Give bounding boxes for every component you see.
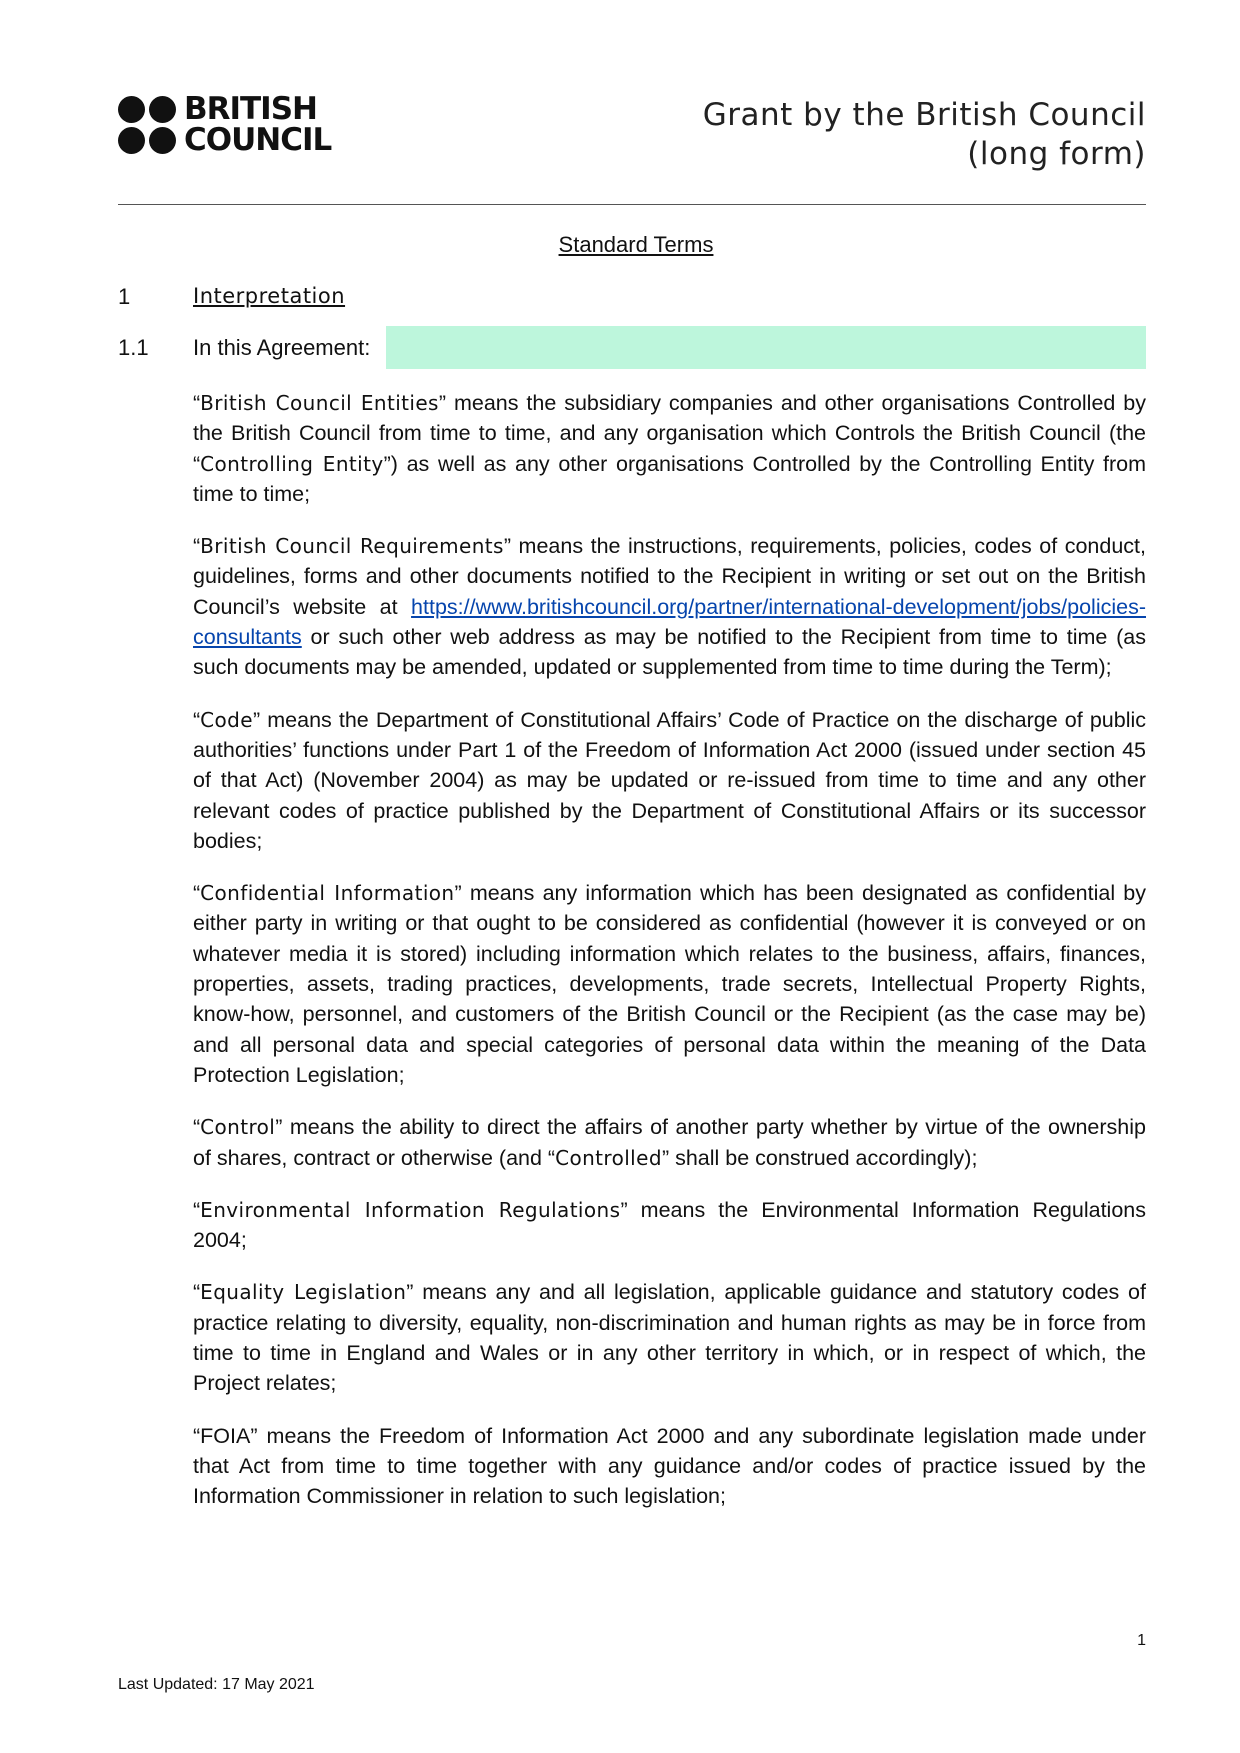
standard-terms-heading: Standard Terms bbox=[558, 232, 714, 257]
definition-text: ” means any and all legislation, applicable guidance and statutory codes of practice relating to diversity, equality, non-discrimination and human rights as may be in force from time to time in England and Wales or in any other territory in which, or in respect of which, the Project relates; bbox=[193, 1280, 1146, 1396]
definition-paragraph bbox=[193, 1195, 1146, 1256]
logo-dots-icon bbox=[118, 96, 176, 154]
defined-term: British Council Entities bbox=[200, 391, 439, 415]
subsection-text: In this Agreement: bbox=[193, 335, 371, 360]
definition-text: “ bbox=[193, 707, 201, 732]
page-number: 1 bbox=[1137, 1632, 1146, 1649]
definition-text: “ bbox=[193, 391, 201, 415]
definition-paragraph bbox=[193, 1421, 1146, 1512]
section-heading bbox=[118, 284, 345, 310]
definition-text: “ bbox=[193, 1197, 201, 1222]
definition-text: or such other web address as may be notified to the Recipient from time to time (as such documents may be amended, updated or supplemented from time to time during the Term); bbox=[193, 625, 1146, 680]
definition-paragraph bbox=[193, 388, 1146, 509]
highlighted-field[interactable] bbox=[386, 326, 1146, 369]
definition-text: “ bbox=[193, 1115, 201, 1140]
definition-paragraph bbox=[193, 705, 1146, 856]
footer-last-updated: Last Updated: 17 May 2021 bbox=[118, 1676, 315, 1693]
section-title: Interpretation bbox=[193, 284, 346, 308]
defined-term: Code bbox=[200, 707, 253, 732]
definition-text: ” means the Environmental Information Regulations 2004; bbox=[193, 1197, 1146, 1253]
definition-paragraph bbox=[193, 531, 1146, 682]
policies-link[interactable]: https://www.britishcouncil.org/partner/international-development/jobs/policies-consultants bbox=[193, 594, 1146, 650]
defined-term: British Council Requirements bbox=[200, 534, 504, 559]
header-divider bbox=[118, 204, 1146, 205]
title-line-2: (long form) bbox=[967, 136, 1146, 172]
definition-text: “FOIA” means the Freedom of Information Act 2000 and any subordinate legislation made under that Act from time to time together with any guidance and/or codes of practice issued by the Information Commissioner in relation to such legislation; bbox=[193, 1423, 1146, 1509]
definition-text: ” shall be construed accordingly); bbox=[661, 1145, 978, 1170]
defined-term: Controlling Entity bbox=[200, 451, 384, 476]
subsection-number: 1.1 bbox=[118, 335, 149, 360]
document-title bbox=[703, 96, 1146, 174]
logo-wordmark: BRITISH COUNCIL bbox=[184, 91, 332, 158]
definition-paragraph bbox=[193, 1277, 1146, 1398]
definition-text: ” means the subsidiary companies and other organisations Controlled by the British Council from time to time, and any organisation which Controls the British Council (the “ bbox=[193, 391, 1146, 476]
definition-text: “ bbox=[193, 534, 201, 559]
section-number: 1 bbox=[118, 284, 131, 309]
defined-term: Controlled bbox=[555, 1145, 662, 1170]
definition-text: “ bbox=[193, 1280, 201, 1305]
definition-text: “ bbox=[193, 881, 201, 906]
british-council-logo bbox=[118, 91, 332, 158]
defined-term: Control bbox=[200, 1115, 276, 1140]
definition-paragraph bbox=[193, 1112, 1146, 1173]
defined-term: Equality Legislation bbox=[200, 1280, 407, 1305]
definition-text: ” means the Department of Constitutional Affairs’ Code of Practice on the discharge of public authorities’ functions under Part 1 of the Freedom of Information Act 2000 (issued under section 45 of that Act) (November 2004) as may be updated or re-issued from time to time and any other relevant codes of practice published by the Department of Constitutional Affairs or its successor bodies; bbox=[193, 707, 1146, 853]
definition-text: ” means any information which has been designated as confidential by either party in writing or that ought to be considered as confidential (however it is conveyed or on whatever media it is stored) including information which relates to the business, affairs, finances, properties, assets, trading practices, developments, trade secrets, Intellectual Property Rights, know-how, personnel, and customers of the British Council or the Recipient (as the case may be) and all personal data and special categories of personal data within the meaning of the Data Protection Legislation; bbox=[193, 881, 1146, 1087]
definitions-list bbox=[193, 388, 1146, 1534]
defined-term: Confidential Information bbox=[200, 881, 455, 906]
definition-text: ” means the ability to direct the affairs of another party whether by virtue of the ownership of shares, contract or otherwise (and “ bbox=[193, 1115, 1146, 1170]
definition-text: ” means the instructions, requirements, policies, codes of conduct, guidelines, forms and other documents notified to the Recipient in writing or set out on the British Council’s website at bbox=[193, 534, 1146, 619]
subsection-heading bbox=[118, 335, 370, 361]
definition-paragraph bbox=[193, 878, 1146, 1090]
definition-text: ”) as well as any other organisations Controlled by the Controlling Entity from time to time; bbox=[193, 451, 1146, 506]
defined-term: Environmental Information Regulations bbox=[200, 1197, 621, 1222]
title-line-1: Grant by the British Council bbox=[702, 97, 1146, 133]
